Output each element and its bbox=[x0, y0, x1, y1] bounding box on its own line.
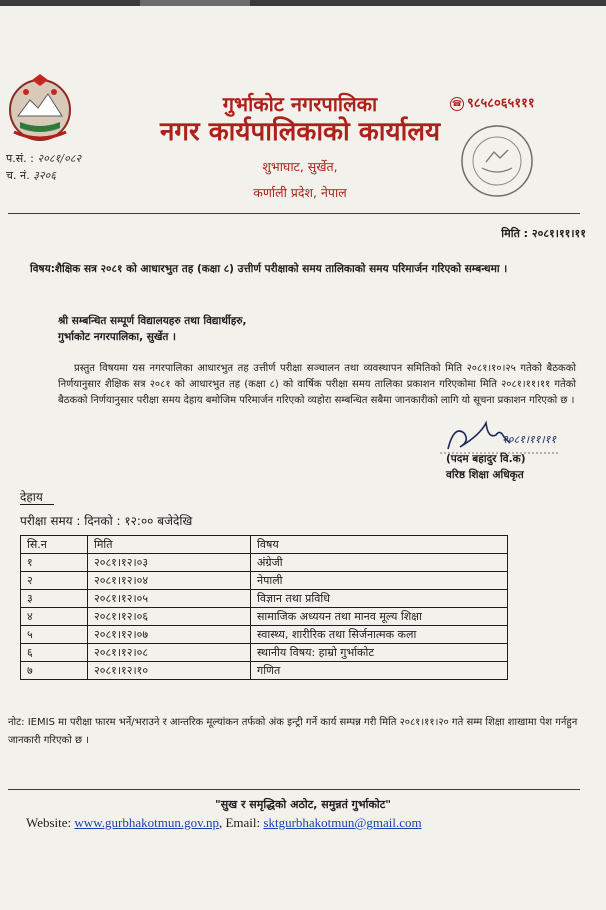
dispatch-label: च. नं. bbox=[6, 169, 30, 182]
cell-subject: गणित bbox=[251, 662, 508, 680]
office-name: नगर कार्यपालिकाको कार्यालय bbox=[159, 117, 441, 147]
table-row bbox=[21, 608, 508, 626]
cell-sn: २ bbox=[21, 572, 88, 590]
column-header-sn: सि.न bbox=[21, 536, 88, 554]
table-header-row bbox=[21, 536, 508, 554]
exam-schedule-table bbox=[20, 535, 508, 680]
scan-top-band bbox=[0, 0, 606, 6]
office-province: कर्णाली प्रदेश, नेपाल bbox=[253, 185, 347, 200]
column-header-date: मिति bbox=[88, 536, 251, 554]
cell-subject: नेपाली bbox=[251, 572, 508, 590]
exam-time: परीक्षा समय : दिनको : १२:०० बजेदेखि bbox=[20, 514, 193, 528]
signatory-block bbox=[446, 451, 526, 483]
cell-date: २०८१।१२।०७ bbox=[88, 626, 251, 644]
schedule-heading: देहाय bbox=[20, 490, 43, 504]
table-row bbox=[21, 644, 508, 662]
cell-sn: ६ bbox=[21, 644, 88, 662]
municipality-name: गुर्भाकोट नगरपालिका bbox=[222, 92, 378, 116]
email-link[interactable]: sktgurbhakotmun@gmail.com bbox=[263, 815, 422, 830]
dispatch-value: ३२०६ bbox=[33, 169, 56, 182]
website-link[interactable]: www.gurbhakotmun.gov.np bbox=[74, 815, 219, 830]
cell-date: २०८१।१२।०४ bbox=[88, 572, 251, 590]
nepal-emblem-icon bbox=[8, 72, 72, 142]
cell-date: २०८१।१२।०३ bbox=[88, 554, 251, 572]
phone-number: ☎ ९८५८०६५१११ bbox=[450, 93, 535, 111]
cell-subject: स्वास्थ्य, शारीरिक तथा सिर्जनात्मक कला bbox=[251, 626, 508, 644]
ref-label: प.सं. : bbox=[6, 152, 34, 165]
cell-subject: सामाजिक अध्ययन तथा मानव मूल्य शिक्षा bbox=[251, 608, 508, 626]
reference-numbers bbox=[6, 150, 81, 184]
website-label: Website: bbox=[26, 815, 72, 830]
cell-date: २०८१।१२।०५ bbox=[88, 590, 251, 608]
ref-value: २०८१/०८२ bbox=[37, 152, 82, 165]
column-header-subject: विषय bbox=[251, 536, 508, 554]
cell-sn: ४ bbox=[21, 608, 88, 626]
office-seal-stamp bbox=[458, 122, 536, 200]
table-row bbox=[21, 590, 508, 608]
cell-subject: अंग्रेजी bbox=[251, 554, 508, 572]
cell-sn: ५ bbox=[21, 626, 88, 644]
table-row bbox=[21, 572, 508, 590]
table-row bbox=[21, 626, 508, 644]
signatory-title: वरिष्ठ शिक्षा अधिकृत bbox=[446, 469, 524, 481]
cell-subject: विज्ञान तथा प्रविधि bbox=[251, 590, 508, 608]
footer-contact bbox=[26, 815, 422, 831]
recipient-address bbox=[58, 313, 247, 345]
footer-divider bbox=[8, 789, 580, 790]
header-divider bbox=[8, 213, 580, 214]
letter-subject: विषय:शैक्षिक सत्र २०८१ को आधारभुत तह (कक्षा ८) उत्तीर्ण परीक्षाको समय तालिकाको समय परिमार्जन गरिएको सम्बन्धमा । bbox=[30, 263, 508, 275]
note-text: नोट: IEMIS मा परीक्षा फारम भर्ने/भराउने र आन्तरिक मूल्यांकन तर्फको अंक इन्ट्री गर्ने कार्य सम्पन्न गरी मिति २०८१।११।२० गते सम्म शिक्षा शाखामा पेश गर्नहुन जानकारी गरिएको छ । bbox=[8, 717, 578, 746]
table-row bbox=[21, 554, 508, 572]
cell-sn: ७ bbox=[21, 662, 88, 680]
municipality-slogan: "सुख र समृद्धिको अठोट, समुन्नतं गुर्भाकोट" bbox=[214, 798, 392, 811]
cell-subject: स्थानीय विषय: हाम्रो गुर्भाकोट bbox=[251, 644, 508, 662]
letter-date: मिति : २०८१।११।११ bbox=[501, 227, 586, 240]
signature-date: २०८१।११।११ bbox=[502, 433, 557, 446]
cell-date: २०८१।१२।०६ bbox=[88, 608, 251, 626]
letter-body: प्रस्तुत विषयमा यस नगरपालिका आधारभुत तह उत्तीर्ण परीक्षा सञ्चालन तथा व्यवस्थापन समितिको मिति २०८१।१०।२५ गतेको बैठकको निर्णयानुसार शैक्षिक सत्र २०८१ को आधारभुत तह (कक्षा ८) को वार्षिक परीक्षा समय तालिका प्रकाशन गरिएकोमा मिति २०८१।११।११ गतेको बैठकको निर्णयानुसार परीक्षा समय देहाय बमोजिम परिमार्जन गरिएको व्यहोरा सम्बन्धित सबैमा जानकारीको लागि यो सूचना प्रकाशन गरिएको छ । bbox=[58, 363, 576, 406]
office-location: शुभाघाट, सुर्खेत, bbox=[262, 159, 338, 174]
cell-date: २०८१।१२।१० bbox=[88, 662, 251, 680]
address-line-2: गुर्भाकोट नगरपालिका, सुर्खेत । bbox=[58, 331, 177, 343]
table-row bbox=[21, 662, 508, 680]
signatory-name: (पदम बहादुर वि.क) bbox=[446, 453, 526, 465]
cell-sn: १ bbox=[21, 554, 88, 572]
email-label: , Email: bbox=[218, 815, 261, 830]
cell-date: २०८१।१२।०८ bbox=[88, 644, 251, 662]
phone-icon: ☎ bbox=[450, 97, 464, 111]
schedule-heading-underline bbox=[20, 504, 54, 505]
address-line-1: श्री सम्बन्धित सम्पूर्ण विद्यालयहरु तथा विद्यार्थीहरु, bbox=[58, 315, 247, 327]
cell-sn: ३ bbox=[21, 590, 88, 608]
